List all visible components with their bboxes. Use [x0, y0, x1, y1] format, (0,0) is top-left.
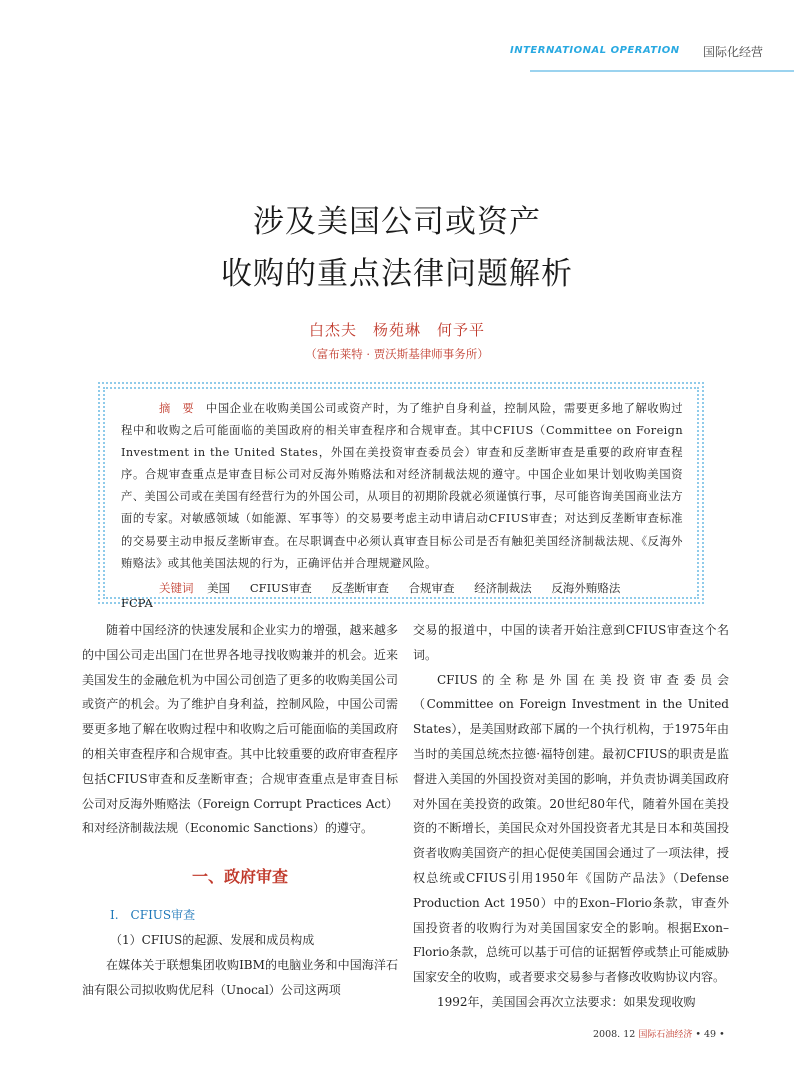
keyword: 合规审查	[408, 580, 455, 595]
header-section-cn: 国际化经营	[703, 45, 764, 59]
keyword: 美国	[207, 580, 231, 595]
paragraph: 随着中国经济的快速发展和企业实力的增强，越来越多的中国公司走出国门在世界各地寻找收购兼并的机会。近来美国发生的金融危机为中国公司创造了更多的收购美国公司或资产的机会。为了维护自身利益，控制风险，中国公司需要更多地了解在收购过程中和收购之后可能面临的美国政府的相关审查程序和合规审查。其中比较重要的政府审查程序包括CFIUS审查和反垄断审查；合规审查重点是审查目标公司对反海外贿赂法（Foreign Corrupt Practices Act）和对经济制裁法规（Economic Sanctions）的遵守。	[82, 623, 398, 836]
header-section-en: INTERNATIONAL OPERATION	[510, 45, 680, 56]
paragraph: CFIUS的全称是外国在美投资审查委员会（Committee on Foreign Investment in the United States），是美国财政部下属的一个执行机构，于1975年由当时的美国总统杰拉德·福特创建。最初CFIUS的职责是监督进入美国的外国投资对美国的影响，并负责协调美国政府对外国在美投资的政策。20世纪80年代，随着外国在美投资的不断增长，美国民众对外国投资者尤其是日本和英国投资者收购美国资产的担心促使美国国会通过了一项法律，授权总统或CFIUS引用1950年《国防产品法》（Defense Production Act 1950）中的Exon–Florio条款，审查外国投资者的收购行为对美国国家安全的影响。根据Exon–Florio条款，总统可以基于可信的证据暂停或禁止可能威胁国家安全的收购，或者要求交易参与者修改收购协议内容。	[413, 672, 729, 985]
keyword: 反垄断审查	[331, 580, 389, 595]
subsubsection-heading: （1）CFIUS的起源、发展和成员构成	[110, 932, 315, 947]
keywords	[121, 580, 683, 610]
keyword: FCPA	[121, 595, 153, 610]
header-rule	[530, 70, 794, 72]
abstract-text: 中国企业在收购美国公司或资产时，为了维护自身利益，控制风险，需要更多地了解收购过程中和收购之后可能面临的美国政府的相关审查程序和合规审查。其中CFIUS（Committee on Foreign Investment in the United States，外国在美投资审查委员会）审查和反垄断审查是重要的政府审查程序。合规审查重点是审查目标公司对反海外贿赂法和对经济制裁法规的遵守。中国企业如果计划收购美国资产、美国公司或在美国有经营行为的外国公司，从项目的初期阶段就必须谨慎行事，尽可能咨询美国商业法方面的专家。对敏感领域（如能源、军事等）的交易要考虑主动申请启动CFIUS审查；对达到反垄断审查标准的交易要主动申报反垄断审查。在尽职调查中必须认真审查目标公司是否有触犯美国经济制裁法规、《反海外贿赂法》或其他美国法规的行为，正确评估并合理规避风险。	[121, 402, 683, 570]
paragraph: 1992年，美国国会再次立法要求：如果发现收购	[437, 994, 696, 1009]
keyword: CFIUS审查	[249, 580, 312, 595]
journal-logo: 国际石油经济	[638, 1030, 693, 1040]
article-title-line1: 涉及美国公司或资产	[253, 204, 541, 240]
keywords-label: 关键词	[159, 580, 194, 595]
section-heading: 一、政府审查	[191, 867, 288, 887]
right-column	[413, 618, 729, 1015]
page-footer	[593, 1027, 725, 1040]
abstract-box	[98, 382, 704, 610]
issue-date: 2008. 12	[593, 1029, 636, 1040]
abstract	[121, 398, 683, 575]
keyword: 反海外贿赂法	[551, 580, 621, 595]
paragraph: 在媒体关于联想集团收购IBM的电脑业务和中国海洋石油有限公司拟收购优尼科（Unocal）公司这两项	[82, 957, 398, 997]
left-column	[82, 618, 398, 1002]
paragraph: 交易的报道中，中国的读者开始注意到CFIUS审查这个名词。	[413, 623, 729, 662]
article-title-line2: 收购的重点法律问题解析	[221, 256, 573, 292]
keyword: 经济制裁法	[474, 580, 532, 595]
authors: 白杰夫 杨苑琳 何予平	[308, 321, 485, 339]
page-number: • 49 •	[695, 1029, 725, 1040]
subsection-heading: I. CFIUS审查	[110, 908, 196, 923]
affiliation: （富布莱特 · 贾沃斯基律师事务所）	[305, 347, 489, 361]
abstract-label: 摘 要	[159, 402, 198, 415]
